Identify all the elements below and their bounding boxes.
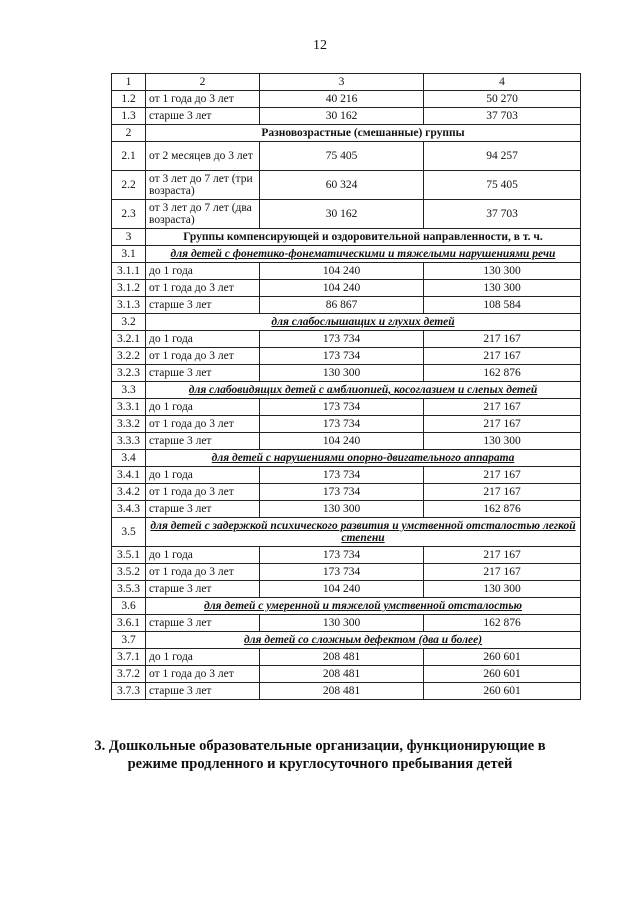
table-row [112, 200, 581, 229]
row-value-col4: 130 300 [424, 263, 581, 280]
row-value-col4: 217 167 [424, 484, 581, 501]
subsection-code: 3.3 [112, 382, 146, 399]
table-row [112, 467, 581, 484]
table-row [112, 501, 581, 518]
row-code: 3.5.2 [112, 564, 146, 581]
row-value-col3: 173 734 [260, 399, 424, 416]
row-code: 3.2.2 [112, 348, 146, 365]
row-value-col3: 130 300 [260, 501, 424, 518]
row-value-col3: 104 240 [260, 280, 424, 297]
row-value-col3: 60 324 [260, 171, 424, 200]
row-code: 3.5.3 [112, 581, 146, 598]
row-code: 3.3.3 [112, 433, 146, 450]
subsection-code: 3.7 [112, 632, 146, 649]
table-row [112, 263, 581, 280]
row-value-col4: 217 167 [424, 564, 581, 581]
row-label: до 1 года [146, 467, 260, 484]
table-row [112, 649, 581, 666]
row-label: старше 3 лет [146, 433, 260, 450]
row-value-col4: 108 584 [424, 297, 581, 314]
section-title: Разновозрастные (смешанные) группы [146, 125, 581, 142]
table-row [112, 683, 581, 700]
subsection-row [112, 246, 581, 263]
row-value-col4: 217 167 [424, 399, 581, 416]
subsection-code: 3.5 [112, 518, 146, 547]
row-value-col4: 94 257 [424, 142, 581, 171]
section-row [112, 125, 581, 142]
row-code: 2.1 [112, 142, 146, 171]
table-row [112, 666, 581, 683]
subsection-title: для слабослышащих и глухих детей [146, 314, 581, 331]
table-row [112, 615, 581, 632]
section-code: 2 [112, 125, 146, 142]
row-value-col4: 130 300 [424, 280, 581, 297]
table-row [112, 581, 581, 598]
row-value-col4: 130 300 [424, 433, 581, 450]
row-value-col3: 75 405 [260, 142, 424, 171]
row-value-col3: 130 300 [260, 365, 424, 382]
row-value-col4: 260 601 [424, 649, 581, 666]
row-value-col4: 37 703 [424, 108, 581, 125]
table-row [112, 297, 581, 314]
header-col-2: 2 [146, 74, 260, 91]
subsection-code: 3.1 [112, 246, 146, 263]
row-code: 2.3 [112, 200, 146, 229]
row-label: от 1 года до 3 лет [146, 348, 260, 365]
subsection-row [112, 314, 581, 331]
section-heading-line-1: 3. Дошкольные образовательные организации, функционирующие в [94, 738, 546, 754]
row-label: от 1 года до 3 лет [146, 666, 260, 683]
row-label: до 1 года [146, 547, 260, 564]
header-col-4: 4 [424, 74, 581, 91]
row-code: 3.1.2 [112, 280, 146, 297]
subsection-code: 3.2 [112, 314, 146, 331]
row-code: 3.3.2 [112, 416, 146, 433]
row-value-col4: 130 300 [424, 581, 581, 598]
row-label: от 3 лет до 7 лет (три возраста) [146, 171, 260, 200]
section-row [112, 229, 581, 246]
row-label: старше 3 лет [146, 615, 260, 632]
subsection-row [112, 632, 581, 649]
table-row [112, 171, 581, 200]
subsection-row [112, 450, 581, 467]
row-label: до 1 года [146, 399, 260, 416]
table-row [112, 416, 581, 433]
row-label: до 1 года [146, 649, 260, 666]
subsection-title: для детей с задержкой психического развития и умственной отсталостью легкой степени [146, 518, 581, 547]
row-value-col3: 86 867 [260, 297, 424, 314]
row-value-col3: 208 481 [260, 649, 424, 666]
row-label: старше 3 лет [146, 108, 260, 125]
row-value-col4: 162 876 [424, 365, 581, 382]
row-value-col3: 104 240 [260, 433, 424, 450]
row-value-col3: 30 162 [260, 108, 424, 125]
table-row [112, 547, 581, 564]
table-row [112, 433, 581, 450]
row-label: до 1 года [146, 263, 260, 280]
row-value-col3: 130 300 [260, 615, 424, 632]
table-row [112, 331, 581, 348]
row-value-col4: 217 167 [424, 547, 581, 564]
row-label: от 1 года до 3 лет [146, 91, 260, 108]
row-value-col3: 173 734 [260, 467, 424, 484]
table-header-row [112, 74, 581, 91]
row-value-col4: 75 405 [424, 171, 581, 200]
row-label: старше 3 лет [146, 581, 260, 598]
row-label: от 1 года до 3 лет [146, 280, 260, 297]
row-label: старше 3 лет [146, 297, 260, 314]
section-heading [60, 737, 580, 773]
section-code: 3 [112, 229, 146, 246]
subsection-row [112, 518, 581, 547]
section-heading-line-2: режиме продленного и круглосуточного пребывания детей [127, 756, 513, 772]
row-code: 1.2 [112, 91, 146, 108]
subsection-code: 3.6 [112, 598, 146, 615]
table-body [112, 74, 581, 700]
row-code: 3.4.3 [112, 501, 146, 518]
row-label: от 1 года до 3 лет [146, 484, 260, 501]
row-code: 1.3 [112, 108, 146, 125]
row-label: от 2 месяцев до 3 лет [146, 142, 260, 171]
row-value-col3: 104 240 [260, 263, 424, 280]
table-row [112, 348, 581, 365]
table-row [112, 365, 581, 382]
row-value-col4: 217 167 [424, 467, 581, 484]
row-value-col4: 162 876 [424, 501, 581, 518]
subsection-code: 3.4 [112, 450, 146, 467]
row-label: до 1 года [146, 331, 260, 348]
row-code: 3.1.3 [112, 297, 146, 314]
header-col-3: 3 [260, 74, 424, 91]
row-value-col3: 104 240 [260, 581, 424, 598]
tariff-table [111, 73, 581, 700]
row-value-col4: 217 167 [424, 416, 581, 433]
row-label: от 1 года до 3 лет [146, 416, 260, 433]
row-value-col3: 208 481 [260, 666, 424, 683]
row-value-col3: 173 734 [260, 564, 424, 581]
row-code: 3.1.1 [112, 263, 146, 280]
header-col-1: 1 [112, 74, 146, 91]
table-row [112, 564, 581, 581]
row-value-col3: 30 162 [260, 200, 424, 229]
row-value-col3: 173 734 [260, 416, 424, 433]
row-code: 3.2.3 [112, 365, 146, 382]
row-label: старше 3 лет [146, 501, 260, 518]
row-label: старше 3 лет [146, 365, 260, 382]
row-code: 3.7.3 [112, 683, 146, 700]
table-row [112, 280, 581, 297]
row-label: от 3 лет до 7 лет (два возраста) [146, 200, 260, 229]
row-value-col3: 173 734 [260, 484, 424, 501]
row-code: 3.7.2 [112, 666, 146, 683]
row-value-col4: 217 167 [424, 331, 581, 348]
subsection-title: для слабовидящих детей с амблиопией, косоглазием и слепых детей [146, 382, 581, 399]
row-value-col3: 40 216 [260, 91, 424, 108]
subsection-title: для детей с нарушениями опорно-двигательного аппарата [146, 450, 581, 467]
row-code: 3.7.1 [112, 649, 146, 666]
page-number: 12 [313, 38, 327, 53]
subsection-row [112, 598, 581, 615]
row-value-col4: 260 601 [424, 666, 581, 683]
row-value-col3: 173 734 [260, 331, 424, 348]
table-row [112, 142, 581, 171]
row-code: 3.2.1 [112, 331, 146, 348]
row-code: 2.2 [112, 171, 146, 200]
table-row [112, 91, 581, 108]
row-label: старше 3 лет [146, 683, 260, 700]
table-row [112, 108, 581, 125]
subsection-title: для детей с фонетико-фонематическими и тяжелыми нарушениями речи [146, 246, 581, 263]
row-code: 3.4.1 [112, 467, 146, 484]
row-code: 3.3.1 [112, 399, 146, 416]
table-row [112, 484, 581, 501]
row-label: от 1 года до 3 лет [146, 564, 260, 581]
row-code: 3.4.2 [112, 484, 146, 501]
row-value-col3: 173 734 [260, 547, 424, 564]
row-value-col4: 217 167 [424, 348, 581, 365]
section-title: Группы компенсирующей и оздоровительной направленности, в т. ч. [146, 229, 581, 246]
row-value-col3: 173 734 [260, 348, 424, 365]
row-code: 3.5.1 [112, 547, 146, 564]
row-value-col4: 37 703 [424, 200, 581, 229]
row-value-col3: 208 481 [260, 683, 424, 700]
subsection-row [112, 382, 581, 399]
subsection-title: для детей с умеренной и тяжелой умственной отсталостью [146, 598, 581, 615]
row-value-col4: 162 876 [424, 615, 581, 632]
row-value-col4: 260 601 [424, 683, 581, 700]
subsection-title: для детей со сложным дефектом (два и более) [146, 632, 581, 649]
row-value-col4: 50 270 [424, 91, 581, 108]
row-code: 3.6.1 [112, 615, 146, 632]
table-row [112, 399, 581, 416]
